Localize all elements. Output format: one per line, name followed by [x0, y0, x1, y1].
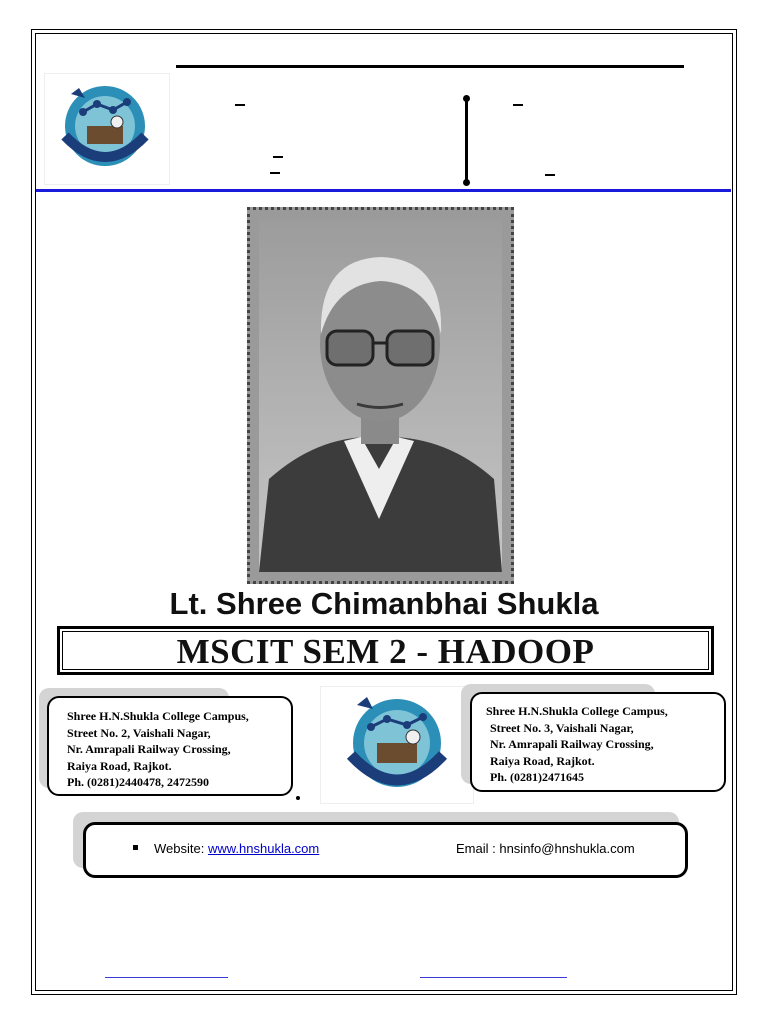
campus-address-right: [470, 692, 726, 792]
college-logo-icon: [321, 687, 473, 803]
header-dash: [270, 172, 280, 174]
header-logo: [44, 73, 170, 185]
header-blue-rule: [36, 189, 731, 192]
address-line: Raiya Road, Rajkot.: [490, 753, 595, 768]
header-dash: [513, 104, 523, 106]
contact-bar: [83, 822, 688, 878]
college-logo-icon: [45, 74, 169, 184]
portrait-name: Lt. Shree Chimanbhai Shukla: [169, 586, 599, 621]
portrait-photo: [259, 219, 502, 572]
header-divider-dot: [463, 179, 470, 186]
address-line: Street No. 3, Vaishali Nagar,: [490, 720, 634, 735]
address-line: Ph. (0281)2471645: [490, 770, 584, 784]
campus-address-left: [47, 696, 293, 796]
address-line: Nr. Amrapali Railway Crossing,: [490, 737, 654, 751]
header-top-rule: [176, 65, 684, 68]
footer-link-underline: [420, 977, 567, 978]
header-dash: [235, 104, 245, 106]
header-divider: [465, 99, 468, 183]
website-label: Website:: [154, 841, 205, 856]
portrait-frame: [247, 207, 514, 584]
email-text: Email : hnsinfo@hnshukla.com: [456, 841, 635, 856]
website-link[interactable]: www.hnshukla.com: [207, 841, 320, 856]
footer-link-underline: [105, 977, 228, 978]
address-line: Nr. Amrapali Railway Crossing,: [67, 742, 231, 756]
bullet-icon: [133, 845, 138, 850]
header-divider-dot: [463, 95, 470, 102]
header-dash: [273, 156, 283, 158]
address-line: Street No. 2, Vaishali Nagar,: [67, 725, 211, 740]
address-line: Shree H.N.Shukla College Campus,: [67, 709, 249, 723]
address-line: Ph. (0281)2440478, 2472590: [67, 775, 209, 789]
address-line: Raiya Road, Rajkot.: [67, 758, 172, 773]
header-dash: [545, 174, 555, 176]
course-title-box: [57, 626, 714, 675]
address-line: Shree H.N.Shukla College Campus,: [486, 704, 668, 718]
course-title: MSCIT SEM 2 - HADOOP: [176, 632, 595, 671]
website-row: [154, 841, 319, 856]
center-logo: [320, 686, 474, 804]
separator-dot: [296, 796, 300, 800]
